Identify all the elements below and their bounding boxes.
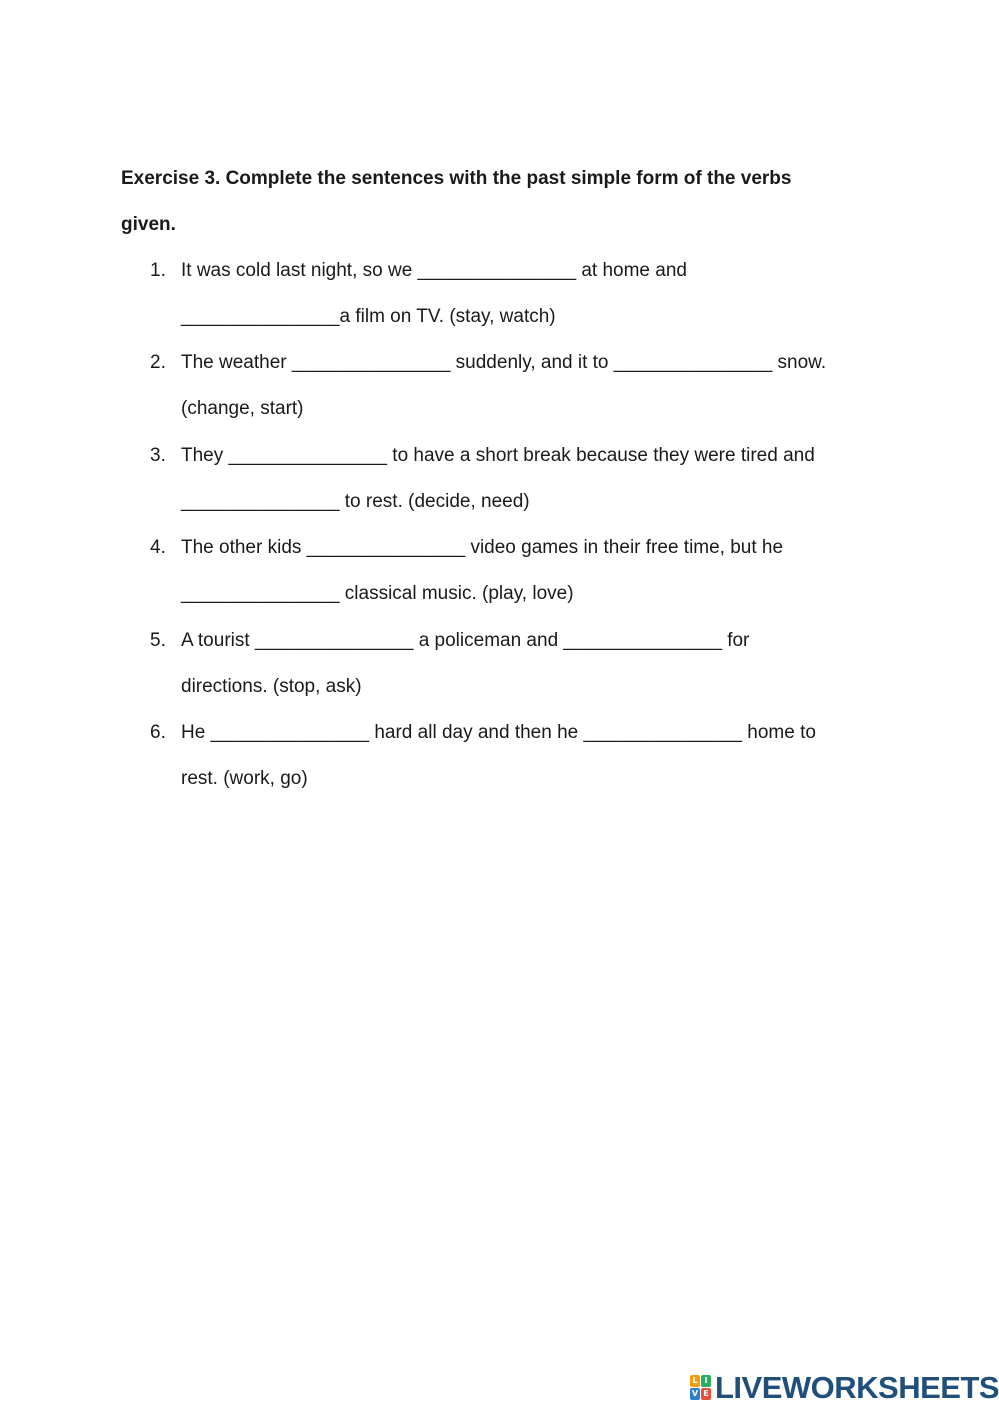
item-number: 5. xyxy=(150,630,166,651)
logo-tile-e: E xyxy=(701,1388,711,1400)
item-line: They _______________ to have a short break because they were tired and xyxy=(181,445,815,466)
exercise-heading-line-2: given. xyxy=(121,214,176,235)
logo-tile-v: V xyxy=(691,1389,699,1398)
item-number: 1. xyxy=(150,260,166,281)
item-line: (change, start) xyxy=(181,398,304,419)
item-line: _______________ to rest. (decide, need) xyxy=(181,491,530,512)
exercise-heading-line-1: Exercise 3. Complete the sentences with the past simple form of the verbs xyxy=(121,168,792,189)
liveworksheets-logo-icon xyxy=(690,1375,712,1401)
item-line: rest. (work, go) xyxy=(181,768,308,789)
item-line: _______________ classical music. (play, love) xyxy=(181,583,574,604)
item-line: _______________a film on TV. (stay, watch) xyxy=(181,306,556,327)
item-number: 2. xyxy=(150,352,166,373)
item-line: He _______________ hard all day and then he _______________ home to xyxy=(181,722,816,743)
logo-tile-l: L xyxy=(690,1375,700,1387)
brand-name: LIVEWORKSHEETS xyxy=(715,1370,999,1405)
item-line: The weather _______________ suddenly, and it to _______________ snow. xyxy=(181,352,827,373)
item-number: 3. xyxy=(150,445,166,466)
liveworksheets-brand xyxy=(690,1372,999,1404)
logo-tile-i: I xyxy=(701,1375,711,1387)
item-line: directions. (stop, ask) xyxy=(181,676,362,697)
item-number: 6. xyxy=(150,722,166,743)
item-line: The other kids _______________ video games in their free time, but he xyxy=(181,537,784,558)
item-line: A tourist _______________ a policeman and _______________ for xyxy=(181,630,750,651)
item-line: It was cold last night, so we _______________ at home and xyxy=(181,260,687,281)
item-number: 4. xyxy=(150,537,166,558)
